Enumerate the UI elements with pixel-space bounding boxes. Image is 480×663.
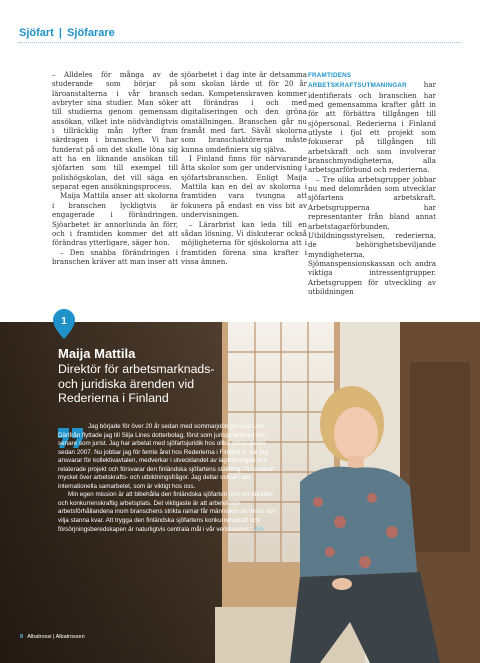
article-column-1: [52, 70, 178, 266]
section-label: Sjöfart: [19, 27, 54, 39]
paragraph: [308, 70, 436, 175]
article-column-2: [181, 70, 307, 266]
subsection-label: Sjöfarare: [67, 27, 115, 39]
paragraph: – Tre olika arbetsgrupper jobbar nu med delområden som utvecklar sjöfartens arbetskraft. Arbetsgrupperna har representanter från bland annat arbetstagarförbunden, Utbildningsstyrelsen, rederierna, de behörighetsbeviljande myndigheterna, Sjömanspensionskassan och andra viktiga intressentgrupper. Arbetsgruppen för utveckling av utbildningen: [308, 174, 436, 296]
quote-signature: AA: [254, 525, 264, 533]
paragraph: – Den snabba förändringen i branschen kräver att man inser att: [52, 247, 178, 266]
quote-paragraph: Jag började för över 20 år sedan med sommarjobb på Silja Line. Därifrån flyttade jag till Silja Lines dotterbolag, först som juristpraktikant och senare som jurist. Jag har arbetat med sjöfartsjuridik hos olika arbetsgivare sedan 2007. Nu jobbar jag för femte året hos Rederierna i Finland rf, där jag ansvarar för kollektivavtalen, medverkar i utvecklandet av lagstiftningen och relaterade projekt och försvarar den finländska sjöfartens ställning. Vi funderar mycket över arbetskrafts- och utbildningsfrågor. Jag deltar också i det internationella samarbetet, som är viktigt hos oss.: [58, 423, 275, 490]
page-footer: [20, 634, 85, 640]
section-header: [19, 27, 115, 39]
paragraph: Maija Mattila anser att skolorna i branschen lyckligtvis är engagerade i förändringen. Sjöarbetet är annorlunda än förr, och i framtiden kommer det att förändras ytterligare, säger hon.: [52, 191, 178, 248]
profile-role: [58, 362, 278, 406]
header-separator: |: [58, 27, 62, 39]
quote-text: Min egen mission är att bibehålla den finländska sjöfarten som en attraktiv och konkurrenskraftig arbetsplats. Det viktigaste är att arbetet och arbetsförhållandena inom branschens strikta ramar får människor att trivas och vilja stanna kvar. Att trygga den finländska sjöfartens konkurrenskraft och försörjningsberedskapen är naturligtvis centrala mål i vår verksamhet.”: [58, 491, 276, 533]
quote-paragraph: [58, 491, 276, 534]
role-line: Direktör för arbetsmarknads-: [58, 362, 215, 376]
role-line: Rederierna i Finland: [58, 391, 169, 405]
paragraph: – Lärarbrist kan leda till en sådan lösning. Vi diskuterar också möjligheterna för sjöskolorna att i framtiden förena sina krafter i vissa ämnen.: [181, 219, 307, 266]
location-pin-badge: [53, 309, 75, 339]
paragraph: sjöarbetet i dag inte är detsamma som skolan lärde ut för 20 år sedan. Kompetenskraven kommer att förändras i och med digitaliseringen och den gröna omställningen. Branschen går nu framåt med fart. Sävål skolorna som branschaktörerna måste kunna omdefiniera sig själva.: [181, 70, 307, 154]
publication-name: Albatrossi | Albatrossen: [27, 634, 85, 640]
paragraph: – Alldeles för många av de studerande som börjar på läroanstalterna i vår bransch avbryter sina studier. Man söker till studierna genom gemensam ansökan, vilket inte nödvändigtvis i tillräcklig mån lyfter fram särdragen i branschen. Vi har funderat på om det skulle löna sig att ha en liknande ansökan till sjöfarten som till exempel till polishögskolan, det vill säga en separat egen ansökningsprocess.: [52, 70, 178, 192]
paragraph: I Finland finns för närvarande åtta skolor som ger undervisning i sjöfartsbranschen. Enligt Maija Mattila kan en del av skolorna i framtiden vara tvungna att fokusera på endast en viss bit av undervisningen.: [181, 154, 307, 220]
page-number: 8: [20, 634, 24, 640]
badge-number: 1: [61, 316, 67, 327]
paragraph-text: har identifierats och branschen har med gemensamma krafter gått in för att förbättra tillgången till sjöpersonal. Rederierna i Finland utlyste i fjol ett projekt som fokuserar på tillgången till arbetskraft och som involverar branschmyndigheterna, alla arbetsgarförbund och rederierna.: [308, 80, 436, 175]
article-column-3: [308, 70, 436, 296]
header-rule: [19, 42, 461, 43]
role-line: och juridiska ärenden vid: [58, 376, 195, 391]
profile-quote: [58, 423, 276, 534]
inline-heading: FRAMTIDENS ARBETSKRAFTSUTMANINGAR: [308, 72, 407, 90]
profile-name: Maija Mattila: [58, 346, 136, 361]
